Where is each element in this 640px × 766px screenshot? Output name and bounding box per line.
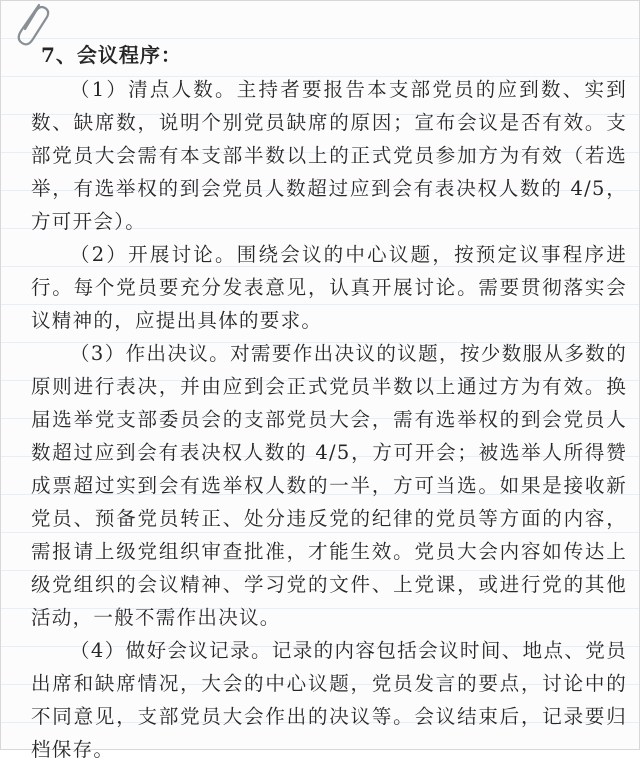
paragraph-2: （2）开展讨论。围绕会议的中心议题，按预定议事程序进行。每个党员要充分发表意见，认真开展讨论。需要贯彻落实会议精神的，应提出具体的要求。 xyxy=(31,243,627,332)
paragraph-4: （4）做好会议记录。记录的内容包括会议时间、地点、党员出席和缺席情况，大会的中心议题，党员发言的要点，讨论中的不同意见，支部党员大会作出的决议等。会议结束后，记录要归档保存。 xyxy=(31,639,627,761)
section-heading: 7、会议程序： xyxy=(41,43,182,67)
document-body xyxy=(31,39,627,766)
paragraph-1: （1）清点人数。主持者要报告本支部党员的应到数、实到数、缺席数，说明个别党员缺席的原因；宣布会议是否有效。支部党员大会需有本支部半数以上的正式党员参加方为有效（若选举，有选举权的到会党员人数超过应到会有表决权人数的 4/5，方可开会）。 xyxy=(31,78,627,233)
paragraph-3: （3）作出决议。对需要作出决议的议题，按少数服从多数的原则进行表决，并由应到会正式党员半数以上通过方为有效。换届选举党支部委员会的支部党员大会，需有选举权的到会党员人数超过应到会有表决权人数的 4/5，方可开会；被选举人所得赞成票超过实到会有选举权人数的一半，方可当选。如果是接收新党员、预备党员转正、处分违反党的纪律的党员等方面的内容，需报请上级党组织审查批准，才能生效。党员大会内容如传达上级党组织的会议精神、学习党的文件、上党课，或进行党的其他活动，一般不需作出决议。 xyxy=(31,342,627,629)
